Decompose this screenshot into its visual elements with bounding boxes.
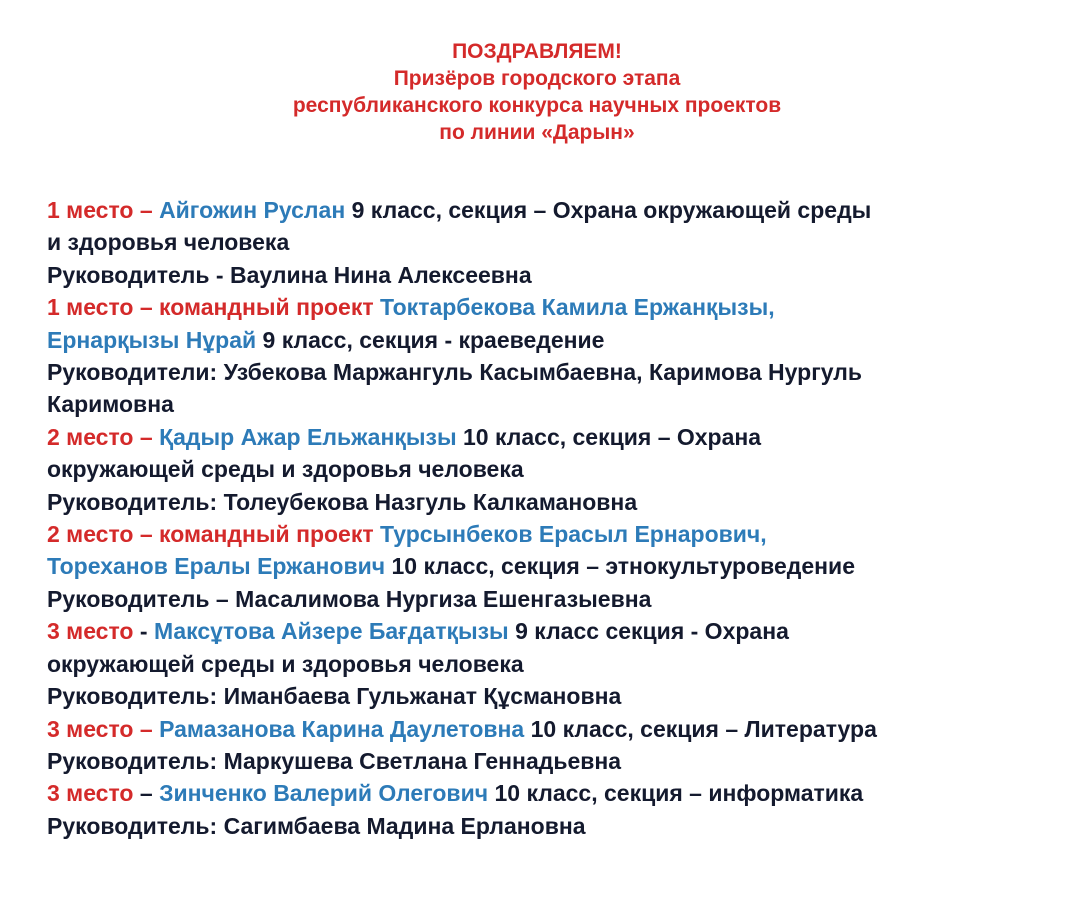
detail-text: 9 класс, секция – Охрана окружающей среды xyxy=(345,197,872,223)
place-label: 2 место – командный проект xyxy=(47,521,381,548)
text-line xyxy=(47,518,1057,550)
detail-text: 9 класс, секция - краеведение xyxy=(256,326,605,353)
detail-text: - xyxy=(133,618,154,645)
participant-name: Максұтова Айзере Бағдатқызы xyxy=(153,618,509,645)
text-line xyxy=(47,453,1057,485)
detail-text: Руководитель: Иманбаева Гульжанат Құсмановна xyxy=(47,683,622,710)
text-line xyxy=(47,324,1057,356)
text-line xyxy=(47,810,1057,842)
detail-text: окружающей среды и здоровья человека xyxy=(47,456,524,483)
detail-text: – xyxy=(133,780,160,807)
place-label: 3 место – xyxy=(47,715,160,742)
header-line-2: республиканского конкурса научных проектов xyxy=(292,94,782,117)
text-line xyxy=(47,550,1057,582)
participant-name: Зинченко Валерий Олегович xyxy=(159,780,489,807)
text-line xyxy=(47,648,1057,680)
detail-text: Руководитель - Ваулина Нина Алексеевна xyxy=(47,261,532,288)
participant-name: Рамазанова Карина Даулетовна xyxy=(159,715,525,742)
text-line xyxy=(47,226,1057,258)
participant-name: Тореханов Ералы Ержанович xyxy=(47,553,386,580)
detail-text: и здоровья человека xyxy=(47,229,290,256)
detail-text: Руководители: Узбекова Маржангуль Касымбаевна, Каримова Нургуль xyxy=(47,359,863,386)
place-label: 3 место xyxy=(47,618,134,645)
text-line xyxy=(47,745,1057,777)
detail-text: 10 класс, секция – Литература xyxy=(524,715,877,742)
detail-text: окружающей среды и здоровья человека xyxy=(47,650,524,677)
detail-text: Руководитель: Сагимбаева Мадина Ерлановна xyxy=(47,812,586,839)
text-line xyxy=(47,713,1057,745)
text-line xyxy=(47,421,1057,453)
header-title: ПОЗДРАВЛЯЕМ! xyxy=(452,40,622,63)
participant-name: Айгожин Руслан xyxy=(159,197,346,223)
text-line xyxy=(47,291,1057,323)
text-line xyxy=(47,615,1057,647)
announcement-header xyxy=(0,38,1074,146)
winners-list xyxy=(47,194,1057,842)
text-line xyxy=(47,259,1057,291)
place-label: 1 место – командный проект xyxy=(47,294,381,321)
detail-text: Руководитель: Маркушева Светлана Геннадьевна xyxy=(47,747,622,774)
participant-name: Қадыр Ажар Ельжанқызы xyxy=(159,423,457,450)
detail-text: 10 класс, секция – этнокультуроведение xyxy=(385,553,855,580)
place-label: 1 место – xyxy=(47,197,160,223)
header-line-3: по линии «Дарын» xyxy=(439,121,635,144)
participant-name: Ернарқызы Нұрай xyxy=(47,326,257,353)
text-line xyxy=(47,356,1057,388)
text-line xyxy=(47,680,1057,712)
place-label: 3 место xyxy=(47,780,134,807)
detail-text: 10 класс, секция – информатика xyxy=(488,780,864,807)
text-line xyxy=(47,388,1057,420)
place-label: 2 место – xyxy=(47,423,160,450)
text-line xyxy=(47,777,1057,809)
text-line xyxy=(47,194,1057,226)
detail-text: 10 класс, секция – Охрана xyxy=(456,423,762,450)
detail-text: Руководитель – Масалимова Нургиза Ешенгазыевна xyxy=(47,585,652,612)
participant-name: Турсынбеков Ерасыл Ернарович, xyxy=(380,521,767,548)
detail-text: Руководитель: Толеубекова Назгуль Калкамановна xyxy=(47,488,638,515)
participant-name: Токтарбекова Камила Ержанқызы, xyxy=(380,294,775,321)
header-line-1: Призёров городского этапа xyxy=(393,67,681,90)
text-line xyxy=(47,583,1057,615)
text-line xyxy=(47,486,1057,518)
detail-text: 9 класс секция - Охрана xyxy=(508,618,789,645)
detail-text: Каримовна xyxy=(47,391,174,418)
